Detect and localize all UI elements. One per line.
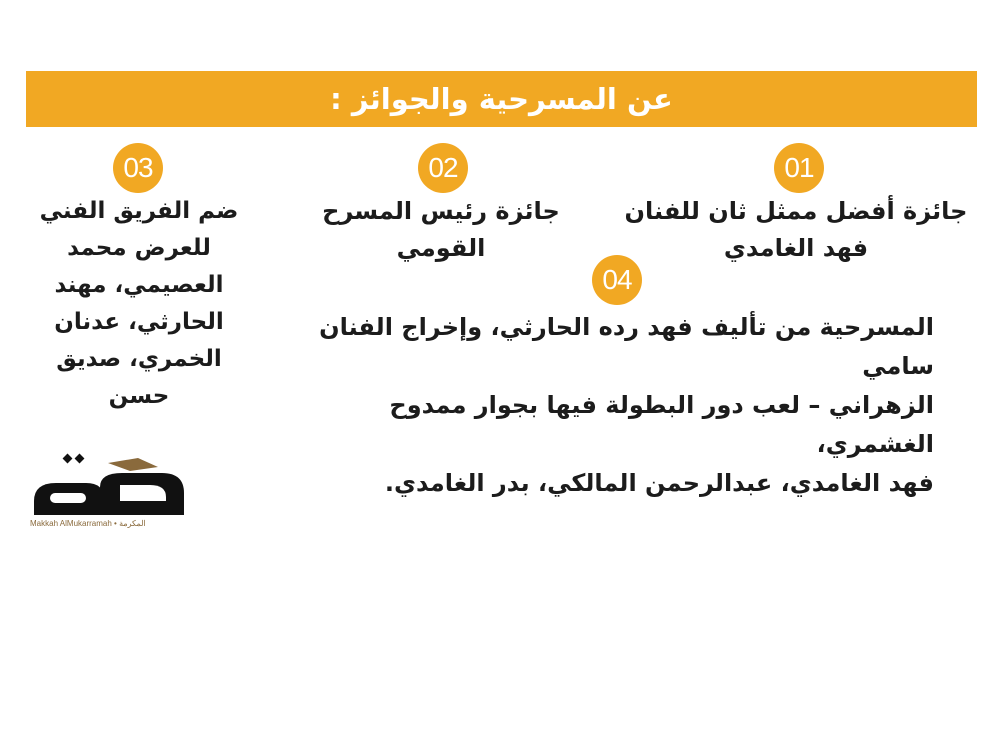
item-03-line-3: العصيمي، مهند xyxy=(54,272,224,298)
item-03-line-1: ضم الفريق الفني xyxy=(39,198,239,224)
item-02-line-2: القومي xyxy=(396,234,486,262)
item-03-line-2: للعرض محمد xyxy=(67,235,211,261)
page-title: عن المسرحية والجوائز : xyxy=(330,82,673,116)
item-04-line-3: فهد الغامدي، عبدالرحمن المالكي، بدر الغامدي. xyxy=(384,469,934,497)
play-item-04-text xyxy=(270,308,934,503)
logo-caption: Makkah AlMukarramah • المكرمة xyxy=(30,519,146,528)
item-02-line-1: جائزة رئيس المسرح xyxy=(322,197,560,225)
award-item-01-text xyxy=(618,193,974,267)
crew-item-03-text xyxy=(26,193,252,415)
item-number-badge-02: 02 xyxy=(418,143,468,193)
item-03-line-5: الخمري، صديق xyxy=(56,346,222,372)
item-04-line-2: الزهراني – لعب دور البطولة فيها بجوار ممدوح الغشمري، xyxy=(389,391,934,458)
award-item-02-text xyxy=(306,193,576,267)
item-03-line-6: حسن xyxy=(108,383,170,409)
item-01-line-1: جائزة أفضل ممثل ثان للفنان xyxy=(624,197,968,225)
item-04-line-1: المسرحية من تأليف فهد رده الحارثي، وإخراج الفنان سامي xyxy=(319,313,934,380)
item-03-line-4: الحارثي، عدنان xyxy=(54,309,224,335)
item-01-line-2: فهد الغامدي xyxy=(723,234,869,262)
item-number-badge-04: 04 xyxy=(592,255,642,305)
item-number-badge-01: 01 xyxy=(774,143,824,193)
header-banner xyxy=(26,71,977,127)
item-number-badge-03: 03 xyxy=(113,143,163,193)
